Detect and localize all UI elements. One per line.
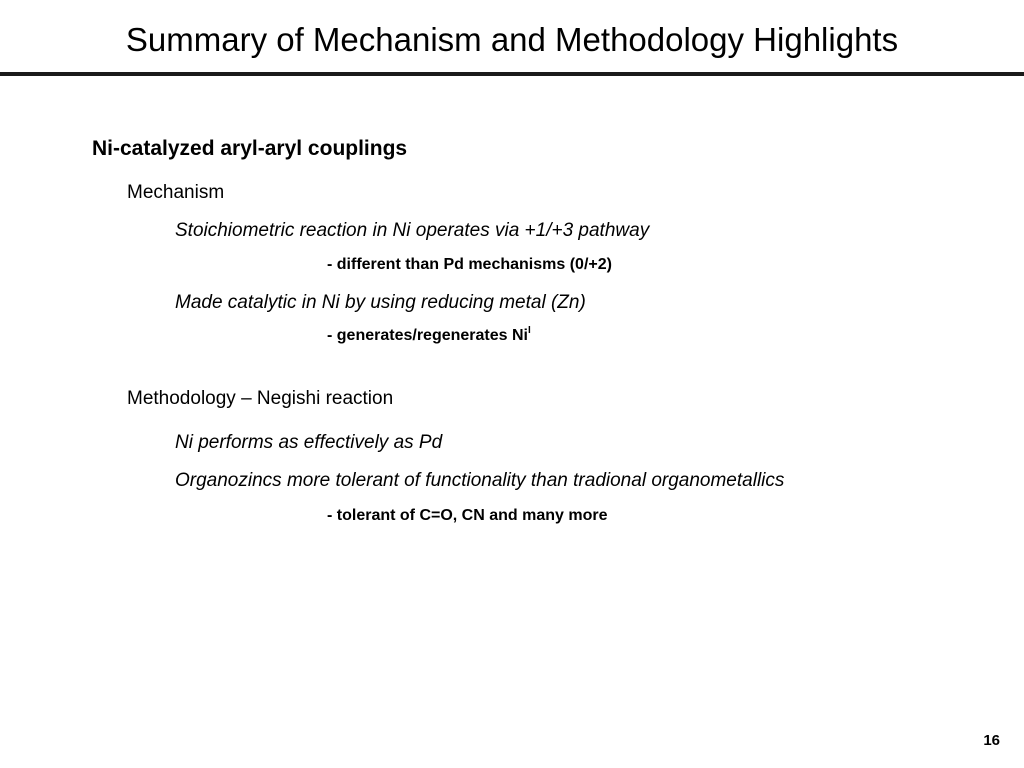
oxidation-state-superscript: I bbox=[527, 325, 531, 336]
methodology-point-2: Organozincs more tolerant of functionality than tradional organometallics bbox=[175, 470, 785, 491]
mechanism-note-2-text: - generates/regenerates Ni bbox=[327, 327, 528, 344]
methodology-point-1: Ni performs as effectively as Pd bbox=[175, 432, 443, 453]
mechanism-note-2 bbox=[327, 327, 531, 345]
section-heading: Ni-catalyzed aryl-aryl couplings bbox=[92, 137, 408, 160]
title-divider bbox=[0, 72, 1024, 76]
methodology-note: - tolerant of C=O, CN and many more bbox=[327, 507, 608, 524]
methodology-label: Methodology – Negishi reaction bbox=[127, 388, 394, 409]
mechanism-label: Mechanism bbox=[127, 182, 225, 203]
mechanism-note-1: - different than Pd mechanisms (0/+2) bbox=[327, 256, 612, 273]
slide-title: Summary of Mechanism and Methodology Highlights bbox=[125, 21, 899, 58]
mechanism-point-2: Made catalytic in Ni by using reducing metal (Zn) bbox=[175, 292, 586, 313]
page-number: 16 bbox=[983, 732, 1000, 749]
mechanism-point-1: Stoichiometric reaction in Ni operates via +1/+3 pathway bbox=[175, 220, 650, 241]
